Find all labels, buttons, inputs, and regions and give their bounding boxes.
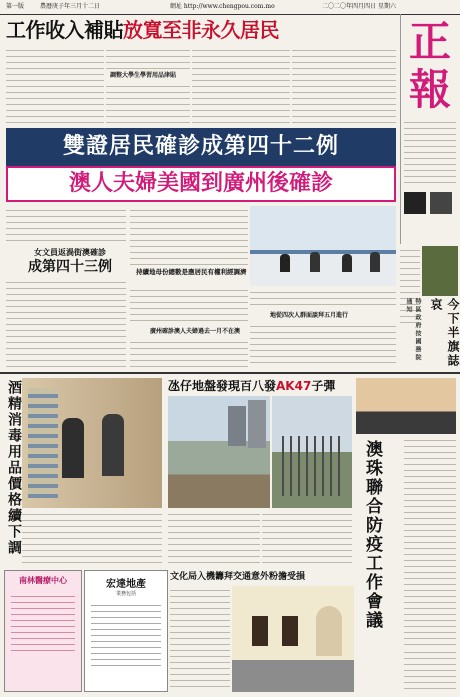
pharmacy-photo xyxy=(22,378,162,508)
macau-zhuhai-headline: 澳珠聯合防疫工作會議 xyxy=(362,440,382,630)
article-column xyxy=(250,288,396,308)
article-column xyxy=(168,510,260,568)
ak47-headline-highlight: AK47 xyxy=(276,379,312,393)
qr-code-icon xyxy=(430,192,452,214)
article-column xyxy=(192,46,290,124)
masthead-info xyxy=(404,118,456,188)
ak47-headline-title: 氹仔地盤發現百八發 xyxy=(168,379,277,393)
clinic-ad xyxy=(4,570,82,692)
article-column xyxy=(130,206,248,266)
article-column xyxy=(130,286,248,326)
issue-date: 二〇二〇年四月四日 xyxy=(322,3,377,10)
subhead-four: 地從四次人群面談拜五月進行 xyxy=(270,312,349,319)
real-estate-ad-title: 宏達地產 xyxy=(106,579,146,590)
culture-headline: 文化局入機籌拜交通意外粉擔受損 xyxy=(170,572,306,582)
subhead-guangzhou: 廣州確診澳人夫婦過去一月不在澳 xyxy=(150,328,241,335)
article-column xyxy=(292,46,396,124)
alcohol-headline: 酒精消毒用品價格續下調 xyxy=(6,380,22,556)
real-estate-ad-tag: 業務包括 xyxy=(115,591,136,597)
clinic-ad-body xyxy=(11,592,75,652)
top-headline xyxy=(6,16,396,44)
article-column xyxy=(6,206,126,246)
article-column xyxy=(6,278,126,368)
weekday: 星期六 xyxy=(378,3,397,10)
article-column xyxy=(404,648,456,692)
clinic-ad-title: 南林醫療中心 xyxy=(19,576,67,585)
main-banner-headline: 雙證居民確診成第四十二例 xyxy=(6,128,396,166)
construction-site-photo xyxy=(168,396,270,508)
lead-story-title: 成第四十三例 xyxy=(28,259,112,275)
section-divider xyxy=(0,372,460,374)
ak47-headline xyxy=(168,378,358,394)
newspaper-logo: 正報 xyxy=(408,17,451,114)
real-estate-ad-body xyxy=(91,601,161,671)
lunar-date: 農曆庚子年三月十二日 xyxy=(40,3,101,10)
flag-photo xyxy=(422,246,458,296)
qr-code-icon xyxy=(404,192,426,214)
lead-story-tag: 女文員返渦街澳確診 xyxy=(34,248,106,257)
article-column xyxy=(106,46,190,70)
article-column xyxy=(6,46,104,124)
building-photo xyxy=(232,586,354,692)
main-banner-subheadline: 澳人夫婦美國到廣州後確診 xyxy=(6,166,396,202)
article-column xyxy=(250,322,396,368)
article-column xyxy=(170,586,230,692)
fence-photo xyxy=(272,396,352,508)
top-headline-part1: 工作收入補貼 xyxy=(6,18,123,42)
real-estate-ad xyxy=(84,570,168,692)
subhead-train: 持續地母份總數是應居民有權利經調濟 xyxy=(136,268,247,276)
article-column xyxy=(130,338,248,368)
subhead-tourism: 調整大學生學習用品津貼 xyxy=(110,72,177,79)
half-mast-notice: 今下半旗誌哀 xyxy=(429,298,460,368)
article-column xyxy=(22,510,162,568)
article-column xyxy=(404,436,456,646)
officials-photo xyxy=(356,378,456,434)
half-mast-notice-sub: 特區政府按國務院通知 xyxy=(405,298,421,362)
article-column xyxy=(262,510,352,568)
page-header-bar xyxy=(0,0,460,15)
article-column xyxy=(106,82,190,124)
website-url: 網址 http://www.chengpou.com.mo xyxy=(170,3,275,10)
ak47-headline-tail: 子彈 xyxy=(311,379,336,393)
top-headline-part2: 放寬至非永久居民 xyxy=(123,18,279,42)
press-conference-photo xyxy=(250,206,396,286)
page-number: 第一版 xyxy=(6,3,25,10)
